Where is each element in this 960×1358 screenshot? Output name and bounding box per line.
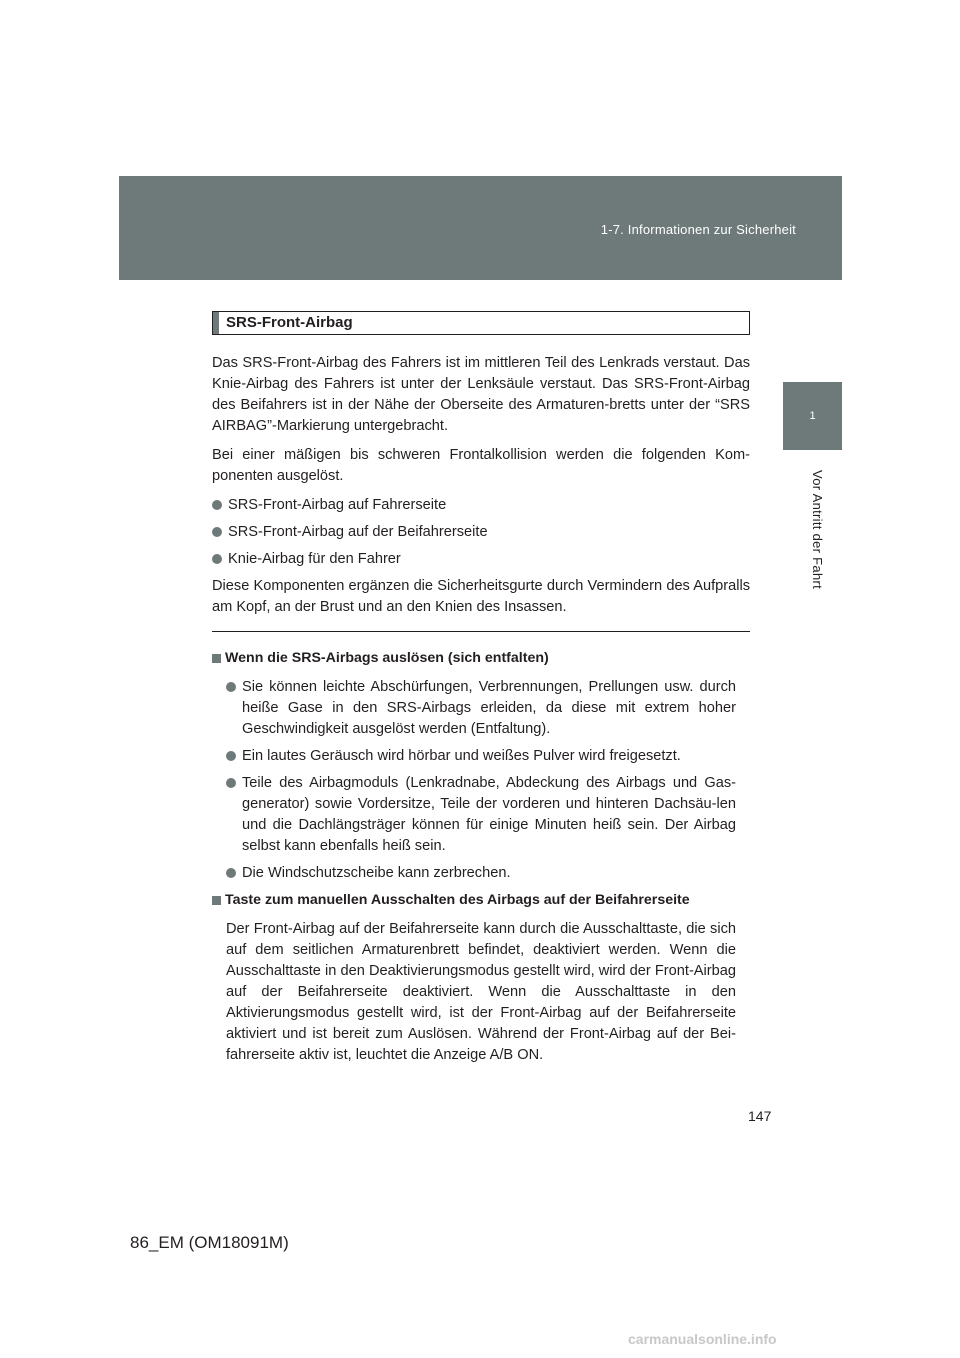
list-item-text: Teile des Airbagmoduls (Lenkradnabe, Abdeckung des Airbags und Gas-generator) sowie Vordersitze, Teile der vorderen und hinteren Dachsäu-len und die Dachlängsträger können für einige Minuten heiß sein. Der Airbag selbst kann ebenfalls heiß sein. [242,775,736,854]
chapter-label: Vor Antritt der Fahrt [810,470,825,590]
note-heading [212,890,750,911]
bullet-dot-icon [212,527,222,537]
bullet-dot-icon [226,751,236,761]
list-item [226,677,736,740]
header-band [119,176,842,280]
page-number: 147 [748,1108,772,1124]
bullet-dot-icon [226,778,236,788]
list-item-text: Die Windschutzscheibe kann zerbrechen. [242,865,511,881]
paragraph: Diese Komponenten ergänzen die Sicherheitsgurte durch Vermindern des Aufpralls am Kopf, an der Brust und an den Knien des Insassen. [212,578,750,615]
list-item-text: SRS-Front-Airbag auf Fahrerseite [228,497,447,513]
list-item [212,522,750,543]
list-item-text: Sie können leichte Abschürfungen, Verbrennungen, Prellungen usw. durch heiße Gase in den SRS-Airbags erleiden, da diese mit extrem hoher Geschwindigkeit ausgelöst werden (Entfaltung). [242,679,736,737]
paragraph: Bei einer mäßigen bis schweren Frontalkollision werden die folgenden Kom-ponenten ausgelöst. [212,447,750,484]
paragraph: Der Front-Airbag auf der Beifahrerseite kann durch die Ausschalttaste, die sich auf dem seitlichen Armaturenbrett befindet, deaktiviert werden. Wenn die Ausschalttaste in den Deaktivierungsmodus gestellt wird, wird der Front-Airbag auf der Beifahrerseite deaktiviert. Wenn die Ausschalttaste in den Aktivierungsmodus gestellt wird, ist der Front-Airbag auf der Beifahrerseite aktiviert und ist bereit zum Auslösen. Während der Front-Airbag auf der Bei-fahrerseite aktiv ist, leuchtet die Anzeige A/B ON. [226,921,736,1063]
list-item [226,863,736,884]
watermark[interactable]: carmanualsonline.info [628,1331,777,1347]
list-item-text: Knie-Airbag für den Fahrer [228,551,401,567]
list-item [212,495,750,516]
chapter-number: 1 [809,410,816,422]
bullet-dot-icon [212,500,222,510]
section-heading-box [212,311,750,335]
list-item [226,746,736,767]
note-heading-text: Wenn die SRS-Airbags auslösen (sich entfalten) [225,650,549,666]
section-title: SRS-Front-Airbag [226,314,353,331]
list-item-text: Ein lautes Geräusch wird hörbar und weißes Pulver wird freigesetzt. [242,748,681,764]
list-item-text: SRS-Front-Airbag auf der Beifahrerseite [228,524,488,540]
note-body [212,919,750,1066]
list-item [226,773,736,857]
page-content [212,311,750,1074]
section-heading-bar [213,312,219,334]
chapter-tab[interactable] [783,382,842,450]
list-item [212,549,750,570]
paragraph: Das SRS-Front-Airbag des Fahrers ist im mittleren Teil des Lenkrads verstaut. Das Knie-Airbag des Fahrers ist unter der Lenksäule verstaut. Das SRS-Front-Airbag des Beifahrers ist in der Nähe der Oberseite des Armaturen-bretts unter der “SRS AIRBAG”-Markierung untergebracht. [212,355,750,434]
square-bullet-icon [212,896,221,905]
document-code: 86_EM (OM18091M) [130,1233,289,1252]
bullet-dot-icon [212,554,222,564]
bullet-dot-icon [226,682,236,692]
section-breadcrumb: 1-7. Informationen zur Sicherheit [600,222,796,237]
note-heading-text: Taste zum manuellen Ausschalten des Airbags auf der Beifahrerseite [225,892,690,908]
bullet-dot-icon [226,868,236,878]
square-bullet-icon [212,654,221,663]
note-heading [212,648,750,669]
note-body [212,677,750,884]
divider [212,631,750,632]
